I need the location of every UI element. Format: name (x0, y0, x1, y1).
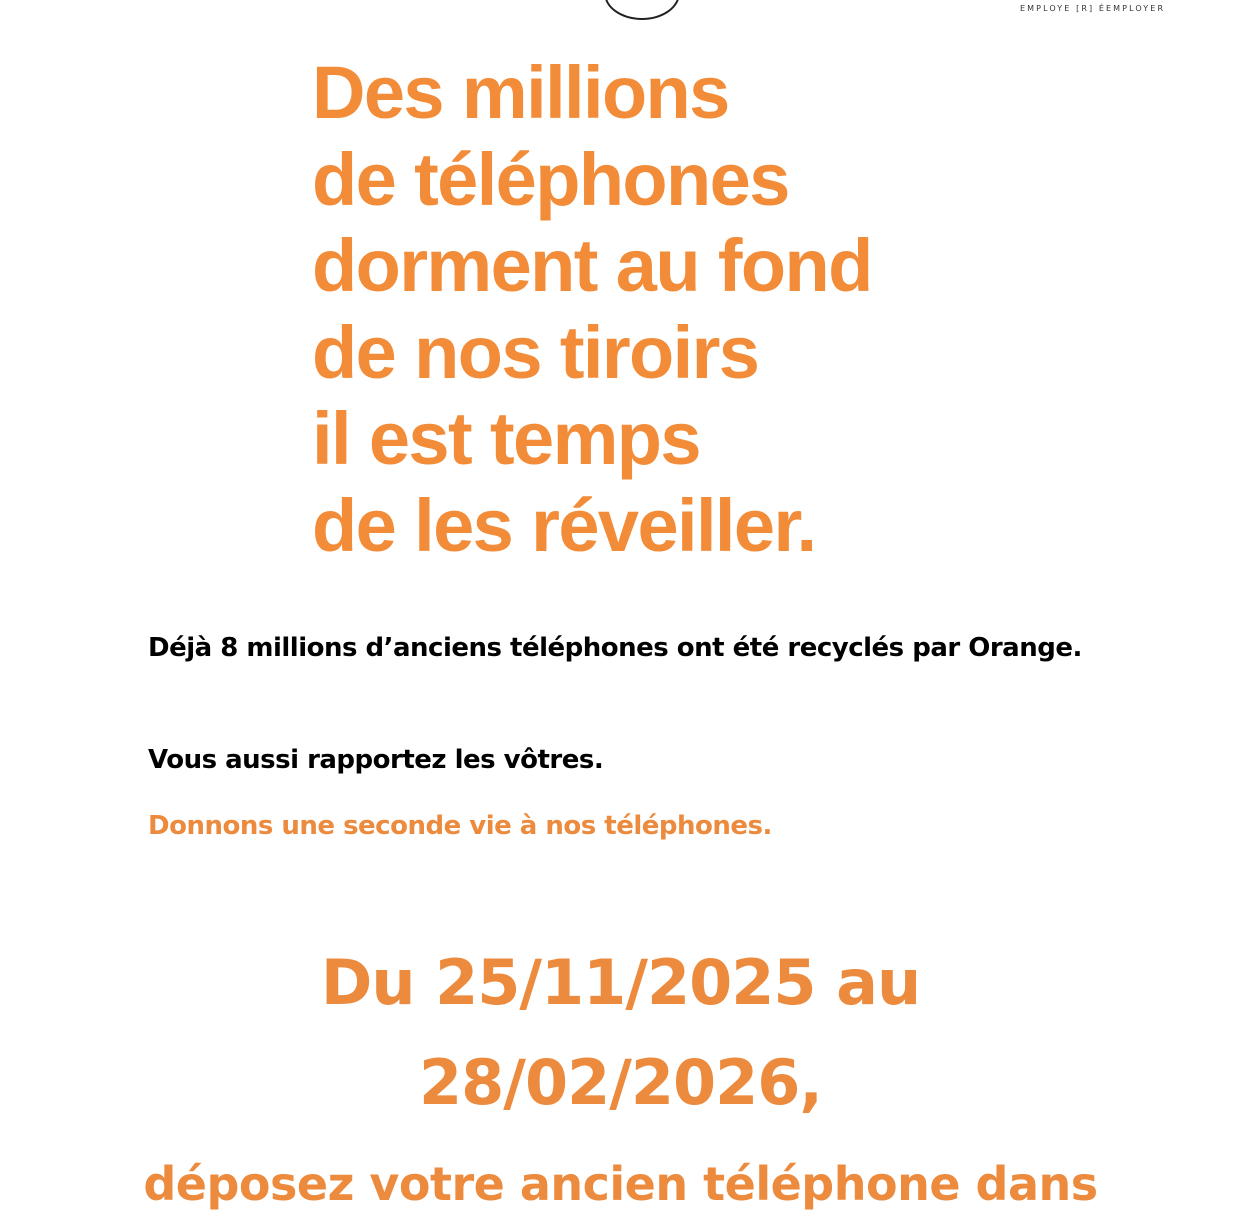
bring-yours-paragraph: Vous aussi rapportez les vôtres. (148, 745, 604, 775)
recycled-paragraph: Déjà 8 millions d’anciens téléphones ont été recyclés par Orange. (148, 633, 1082, 663)
headline-line: de nos tiroirs (312, 310, 759, 394)
top-right-tagline: EMPLOYE [R] ÉEMPLOYER (1020, 4, 1166, 13)
headline-line: il est temps (312, 397, 700, 480)
date-range-end: 28/02/2026, (419, 1046, 822, 1119)
deposit-instruction: déposez votre ancien téléphone dans (143, 1157, 1098, 1211)
logo-fragment (604, 0, 680, 20)
second-life-paragraph: Donnons une seconde vie à nos téléphones. (148, 811, 772, 841)
headline (312, 50, 872, 569)
headline-line: de téléphones (312, 137, 789, 221)
headline-line: de les réveiller. (312, 483, 816, 567)
date-range-start: Du 25/11/2025 au (320, 946, 921, 1019)
headline-line: dorment au fond (312, 224, 872, 307)
headline-line: Des millions (312, 51, 729, 134)
